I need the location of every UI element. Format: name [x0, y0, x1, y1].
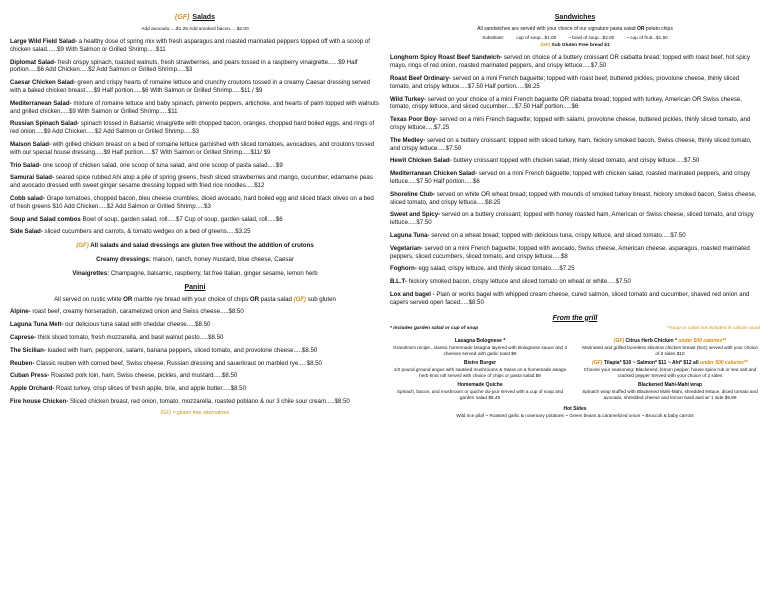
panini-item — [10, 385, 380, 393]
substitute-fruit: ~ cup of fruit...$1.50 — [626, 35, 668, 41]
panini-list — [10, 308, 380, 405]
sandwich-name: B.L.T- — [390, 278, 407, 286]
panini-intro-or2: OR — [249, 295, 259, 303]
vin-list: Champagne, balsamic, raspberry, fat free Italian, ginger sesame, lemon herb — [109, 269, 318, 277]
sandwich-desc: served on a mini French baguette; topped with salami, provolone cheese, buttered pickles, thinly sliced tomato, and crispy lettuce.....$7.25 — [390, 116, 751, 132]
salad-item — [10, 216, 380, 224]
salad-desc: a healthy dose of spring mix with fresh asparagus and roasted marinated peppers topped off with a scoop of chicken salad......$9 With Salmon or Grilled Shrimp.....$11 — [10, 38, 370, 53]
grill-note — [390, 326, 760, 332]
salad-desc: sliced cucumbers and carrots, & tomato wedges on a bed of greens.....$3.25 — [42, 228, 251, 236]
sandwich-desc: served on a wheat bread; topped with delicious tuna, crispy lettuce, and sliced tomato.....$7.50 — [429, 232, 686, 240]
grill-item-title — [390, 360, 570, 366]
panini-name: Apple Orchard- — [10, 385, 55, 393]
salad-name: Trio Salad- — [10, 161, 42, 169]
sandwich-item — [390, 116, 760, 132]
grill-item-name: Citrus Herb Chicken * — [624, 337, 677, 344]
sandwich-item — [390, 96, 760, 112]
panini-intro-a: All served on rustic white — [54, 295, 124, 303]
panini-name: The Sicilian- — [10, 346, 46, 354]
sandwich-name: Mediterranean Chicken Salad- — [390, 170, 478, 178]
sandwich-desc: Plain or works bagel with whipped cream cheese, cured salmon, sliced tomato and cucumber, shaved red onion and capers served open faced.....$8.50 — [390, 291, 750, 306]
grill-item-name: Bistro Burger — [463, 359, 497, 366]
sandwich-item — [390, 265, 760, 273]
panini-item — [10, 347, 380, 355]
panini-name: Fire house Chicken- — [10, 397, 69, 405]
panini-name: Laguna Tuna Melt- — [10, 321, 64, 329]
grill-item — [580, 382, 760, 401]
salad-item — [10, 141, 380, 157]
sandwich-gf-note — [390, 43, 760, 49]
sandwich-name: Shoreline Club- — [390, 190, 436, 198]
panini-desc: thick sliced tomato, fresh mozzarella, and basil walnut pesto.....$8.50 — [36, 333, 224, 341]
grill-note-left: * includes garden salad or cup of soup — [390, 325, 479, 331]
sandwiches-heading — [390, 14, 760, 23]
grill-item-calorie-note: under 500 calories** — [698, 359, 748, 366]
sandwich-desc: served on white OR wheat bread; topped with mounds of smoked turkey breast, hickory smoked bacon, Swiss cheese, sliced tomato, and crispy lettuce.....$8.25 — [390, 190, 757, 206]
grill-item-title — [580, 360, 760, 366]
substitute-row — [390, 35, 760, 41]
grill-grid — [390, 335, 760, 401]
panini-item — [10, 321, 380, 329]
salad-desc: green and crispy hearts of romaine lettuce and crunchy croutons tossed in a creamy Caesar dressing served with a baked chicken breast.....$9 Half portion.....$6 With Salmon or Grilled Shrimp.....$11 / $9 — [10, 79, 371, 95]
panini-name: Cuban Press- — [10, 372, 50, 380]
panini-item — [10, 398, 380, 406]
sandwich-desc: served on a mini French baguette; topped with avocado, Swiss cheese, American cheese, asparagus, roasted marinated peppers, sliced cucumbers, sliced tomato, and crispy lettuce.....$8 — [390, 244, 750, 260]
salad-desc: fresh crispy spinach, toasted walnuts, fresh strawberries, and pears tossed in a raspberry vinaigrette......$9 Half portion.....$6 Add Chicken.....$2 Add Salmon or Grilled Shrimp.....$3 — [10, 58, 358, 74]
sandwich-desc: served on a buttery croissant; topped with honey roasted ham, American or Swiss cheese, sliced tomato, and crispy lettuce.....$7.50 — [390, 211, 754, 227]
right-column — [390, 14, 760, 419]
panini-desc: Roasted pork loin, ham, Swiss cheese, pickles, and mustard.....$8.50 — [49, 372, 238, 380]
panini-item — [10, 372, 380, 380]
grill-note-right: **soup or salad not included in calorie count — [666, 325, 760, 331]
salad-item — [10, 174, 380, 190]
vin-label: Vinaigrettes: — [72, 269, 110, 277]
salad-name: Soup and Salad combos — [10, 215, 81, 223]
creamy-list: maison, ranch, honey mustard, blue cheese, Caesar — [150, 256, 294, 264]
sandwich-desc: buttery croissant topped with chicken salad, thinly sliced tomato, and crispy lettuce.....$7.50 — [451, 157, 700, 165]
creamy-dressings — [10, 256, 380, 264]
grill-item-desc: Grandma's recipe...classic homemade lasagna layered with Bolognese sauce and 3 cheeses served with garlic toast $9 — [393, 344, 567, 356]
sandwich-desc: served on choice of a buttery croissant OR ciabatta bread; topped with roast beef, hot spicy mayo, rings of red onion, roasted marinated peppers, and crispy lettuce.....$7.50 — [390, 54, 751, 70]
sandwich-list — [390, 54, 760, 306]
grill-item-desc: Marinated and grilled boneless skinless chicken breast (5oz) served with your choice of 2 sides $10 — [582, 344, 758, 356]
salad-item — [10, 195, 380, 211]
sandwich-item — [390, 278, 760, 286]
salad-item — [10, 120, 380, 136]
salad-gf-note — [10, 242, 380, 250]
grill-item — [580, 338, 760, 357]
sandwich-name: Sweet and Spicy- — [390, 211, 441, 219]
hot-sides-list: Wild rice pilaf ~ Roasted garlic & rosemary potatoes ~ Green beans & caramelized onion ~ Broccoli & baby carrots — [456, 413, 694, 419]
sandwich-desc: served on your choice of a mini French baguette OR ciabatta bread; topped with turkey, American OR Swiss cheese, tomato, crispy lettuce, and sliced cucumber.....$7.50 Half portion.....$6 — [390, 95, 742, 111]
salad-item — [10, 100, 380, 116]
salad-list — [10, 38, 380, 236]
sandwich-item — [390, 54, 760, 70]
sandwich-name: Longhorn Spicy Roast Beef Sandwich- — [390, 54, 503, 62]
panini-item — [10, 308, 380, 316]
salad-desc: one scoop of chicken salad, one scoop of tuna salad, and one scoop of pasta salad.....$9 — [41, 161, 283, 169]
panini-desc: Sliced chicken breast, red onion, tomato, mozzarella, roasted poblano & our 3 chile sour cream.....$8.50 — [68, 397, 350, 405]
grill-item — [390, 382, 570, 401]
salad-item — [10, 228, 380, 236]
salad-desc: with grilled chicken breast on a bed of romaine lettuce garnished with sliced tomatoes, avocadoes, and croutons tossed with our special house dressing.....$9 Half portion.....$7 With Salmon or Grilled Shrimp.....$11/ $9 — [10, 141, 375, 156]
panini-intro-d: sub gluten — [306, 295, 336, 303]
sandwich-item — [390, 232, 760, 240]
grill-item-title — [580, 382, 760, 388]
sandwich-name: The Medley- — [390, 136, 426, 144]
panini-intro-b: marble rye bread with your choice of chips — [132, 295, 250, 303]
salad-name: Cobb salad- — [10, 195, 45, 203]
left-column — [10, 14, 380, 416]
salad-desc: Bowl of soup, garden salad, roll.....$7 Cup of soup, garden salad, roll.....$6 — [80, 215, 283, 223]
panini-name: Reuben- — [10, 359, 35, 367]
panini-desc: Classic reuben with corned beef, Swiss cheese, Russian dressing and sauerkraut on marbled rye.....$8.50 — [34, 359, 322, 367]
salad-desc: seared spice rubbed Ahi atop a pile of spring greens, fresh sliced strawberries and mango, cucumber, edamame peas and avocado dressed with sweet ginger sesame dressing topped with fried rice noodles.....$12 — [10, 174, 373, 190]
salad-name: Large Wild Field Salad- — [10, 38, 77, 46]
sandwiches-intro-or: OR — [636, 25, 645, 32]
grill-item-desc: Spinach wrap stuffed with Blackened Mahi-Mahi, shredded lettuce, diced tomato and avocado, shredded cheese and lemon basil aioli w/ 1 side $9.99 — [582, 388, 758, 400]
salad-item — [10, 162, 380, 170]
salad-name: Side Salad- — [10, 228, 43, 236]
grill-item-name: Lasagna Bolognese * — [454, 337, 506, 344]
grill-right-column — [580, 335, 760, 401]
panini-intro-or: OR — [123, 295, 133, 303]
panini-desc: Roast turkey, crisp slices of fresh apple, brie, and apple butter.....$8.50 — [54, 385, 246, 393]
salad-desc: mixture of romaine lettuce and baby spinach, pimento peppers, artichoke, and hearts of palm topped with walnuts and grilled chicken.....$9 With Salmon or Grilled Shrimp.....$11 — [10, 99, 379, 115]
sandwich-name: Texas Poor Boy- — [390, 116, 438, 124]
sandwich-desc: egg salad, crispy lettuce, and thinly sliced tomato.....$7.25 — [416, 265, 575, 273]
grill-item-name: Homemade Quiche — [457, 381, 503, 388]
sandwich-name: Laguna Tuna- — [390, 232, 430, 240]
panini-intro-c: pasta salad — [258, 295, 294, 303]
sandwich-item — [390, 75, 760, 91]
sandwiches-intro-a: All sandwiches are served with your choice of our signature pasta salad — [477, 25, 637, 32]
grill-item-name: Tilapia* $10 ~ Salmon* $11 ~ Ahi* $12 all — [602, 359, 699, 366]
gf-mark: (GF) — [613, 337, 625, 344]
grill-item — [390, 360, 570, 379]
gf-mark: (GF) — [76, 242, 89, 250]
panini-desc: roast beef, creamy horseradish, caramelized onion and Swiss cheese.....$8.50 — [30, 308, 244, 316]
salad-addons: Add avocado.....$1.25 Add smoked bacon.....$2.00 — [141, 26, 249, 32]
substitute-bowl: ~ bowl of soup...$2.00 — [568, 35, 615, 41]
salad-name: Samurai Salad- — [10, 174, 55, 182]
grill-item-desc: 1/2 pound ground angus with sautéed mushrooms & Swiss on a homemade asiago herb knot roll served with choice of chips or pasta salad $9 — [393, 366, 567, 378]
salad-name: Maison Salad- — [10, 141, 51, 149]
salad-item — [10, 79, 380, 95]
salads-heading — [10, 14, 380, 23]
sandwich-desc: hickory smoked bacon, crispy lettuce and sliced tomato on wheat or white.....$7.50 — [406, 278, 631, 286]
panini-title: Panini — [184, 283, 206, 291]
sandwich-name: Foghorn- — [390, 265, 417, 273]
sandwich-item — [390, 191, 760, 207]
grill-title: From the grill — [552, 314, 598, 322]
sandwich-gf-text: Sub Gluten Free bread $1 — [550, 43, 610, 49]
grill-item-desc: Choose your seasoning: Blackened, lemon pepper, house spice rub or sea salt and cracked pepper Served with your choice of 2 sides — [583, 366, 757, 378]
salad-item — [10, 59, 380, 75]
sandwich-desc: served on a buttery croissant; topped with sliced turkey, ham, hickory smoked bacon, Swiss cheese, thinly sliced tomato, and crispy lettuce.....$7.50 — [390, 136, 752, 152]
sandwich-desc: served on a mini French baguette; topped with roast beef, buttered pickles, provolone cheese, thinly sliced tomato, and crispy lettuce.....$7.50 Half portion.....$6.25 — [390, 75, 740, 90]
substitute-label: Substitute: — [482, 35, 505, 41]
panini-desc: our delicious tuna salad with cheddar cheese.....$8.50 — [63, 321, 211, 329]
grill-item-title — [580, 338, 760, 344]
sandwich-name: Lox and bagel - — [390, 291, 435, 299]
salad-name: Diplomat Salad- — [10, 58, 57, 66]
grill-item — [390, 338, 570, 357]
panini-item — [10, 360, 380, 368]
salad-item — [10, 38, 380, 54]
panini-item — [10, 334, 380, 342]
salad-desc: Grape tomatoes, chopped bacon, bleu cheese crumbles, diced avocado, hard boiled egg and sliced black olives on a bed of fresh greens $10 Add Chicken.....$2 Add Salmon or Grilled Shrimp.....$3 — [10, 195, 374, 210]
grill-item-name: Blackened Mahi-Mahi wrap — [638, 381, 702, 388]
vinaigrettes — [10, 270, 380, 278]
sandwich-item — [390, 137, 760, 153]
salad-name: Caesar Chicken Salad- — [10, 79, 76, 87]
grill-item-desc: Spinach, bacon, and mushroom or quiche du-jour served with a cup of soup and garden salad $8.49 — [396, 388, 564, 400]
panini-heading — [10, 284, 380, 293]
gf-mark: (GF) — [175, 14, 190, 21]
hot-sides-title: Hot Sides — [563, 405, 587, 412]
gf-footnote: (GF) = gluten free alternatives — [160, 409, 230, 416]
sandwiches-title: Sandwiches — [554, 14, 596, 21]
grill-item-title — [390, 382, 570, 388]
panini-desc: loaded with ham, pepperoni, salami, banana peppers, sliced tomato, and provolone cheese.....$8.50 — [45, 346, 318, 354]
sandwich-name: Wild Turkey- — [390, 95, 427, 103]
grill-item-calorie-note: under 500 calories** — [676, 337, 727, 344]
sandwich-item — [390, 245, 760, 261]
salad-desc: spinach tossed in Balsamic vinaigrette with chopped bacon, oranges, chopped hard boiled eggs, and rings of red onion.....$9 Add Chicken.....$2 Add Salmon or Grilled Shrimp.....$3 — [10, 120, 375, 136]
substitute-soup: cup of soup...$1.00 — [516, 35, 557, 41]
gf-mark: (GF) — [540, 43, 551, 49]
sandwich-item — [390, 170, 760, 186]
sandwiches-intro-b: potato chips — [644, 25, 673, 32]
gf-mark: (GF) — [293, 295, 307, 303]
creamy-label: Creamy dressings: — [96, 256, 151, 264]
sandwich-item — [390, 291, 760, 307]
sandwich-item — [390, 211, 760, 227]
panini-name: Caprese- — [10, 333, 37, 341]
grill-item — [580, 360, 760, 379]
gf-mark: (GF) — [592, 359, 603, 366]
sandwich-name: Hewit Chicken Salad- — [390, 157, 452, 165]
gf-note-text: All salads and salad dressings are gluten free without the addition of crutons — [88, 242, 314, 250]
sandwich-name: Vegetarian- — [390, 244, 423, 252]
panini-intro — [10, 296, 380, 304]
grill-item-title — [390, 338, 570, 344]
salad-name: Mediterranean Salad- — [10, 99, 72, 107]
salad-name: Russian Spinach Salad- — [10, 120, 80, 128]
sandwich-item — [390, 157, 760, 165]
sandwich-name: Roast Beef Ordinary- — [390, 75, 451, 83]
salads-title: Salads — [192, 14, 215, 21]
panini-name: Alpine- — [10, 308, 31, 316]
sandwiches-intro — [390, 26, 760, 32]
sandwich-desc: served on a mini French baguette; topped with chicken salad, roasted marinated peppers, and crispy lettuce.....$7.50 Half portion.....$6 — [390, 170, 751, 186]
grill-left-column — [390, 335, 570, 401]
